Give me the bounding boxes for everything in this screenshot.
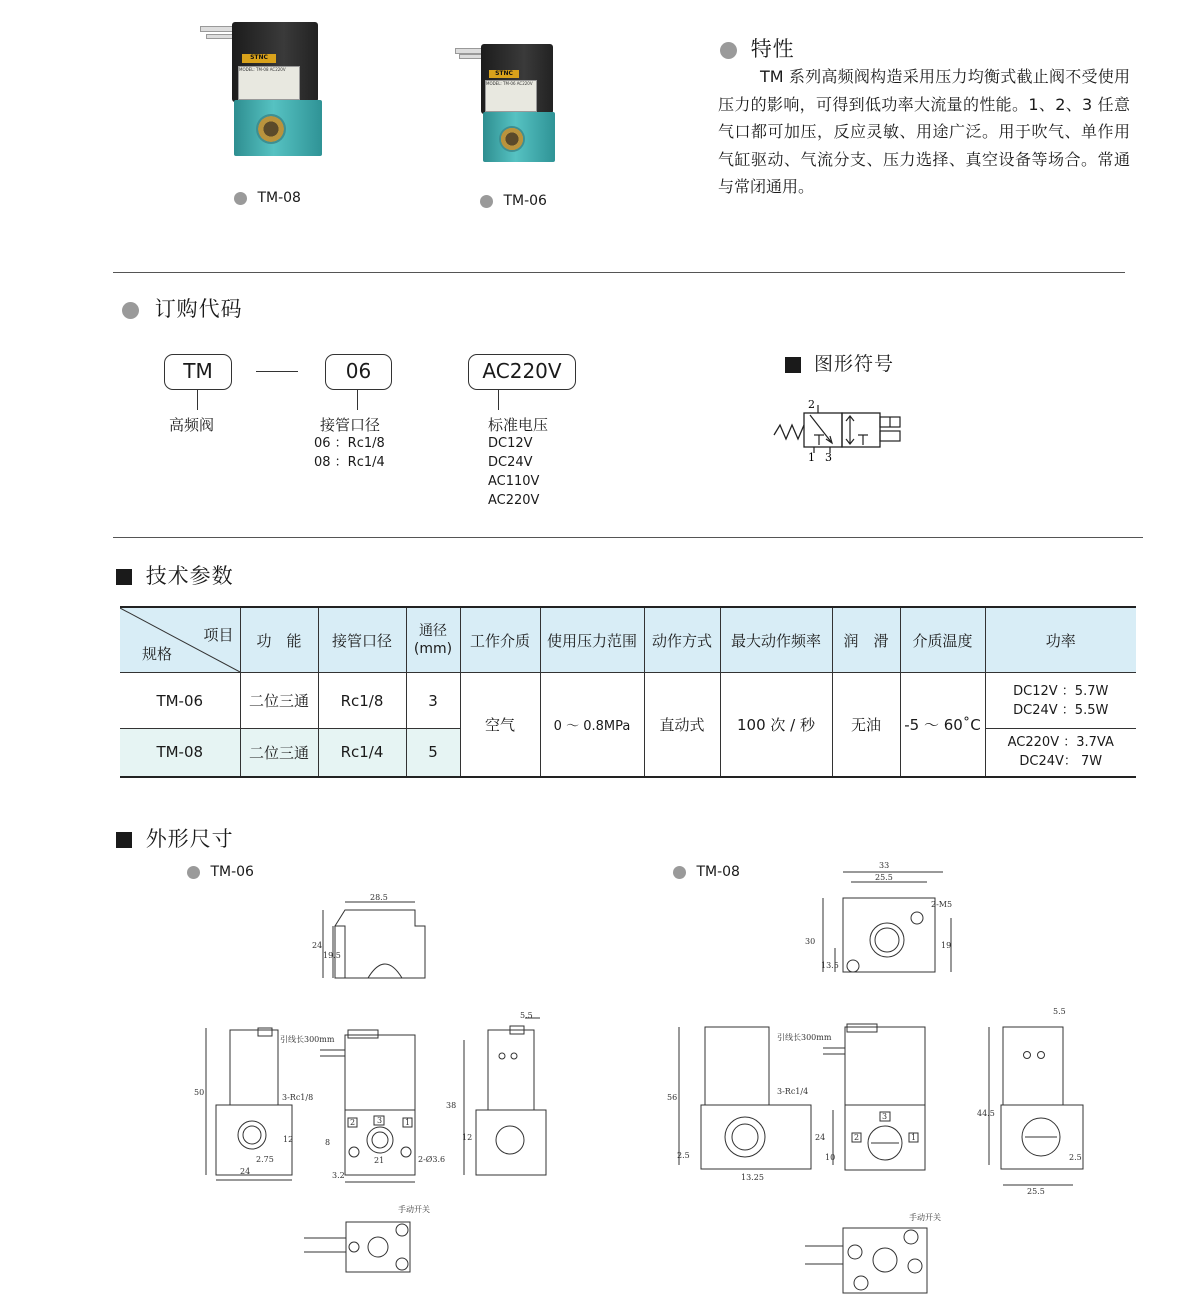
product-caption-tm08: TM-08 bbox=[234, 190, 301, 206]
bullet-square-icon bbox=[116, 569, 132, 585]
dim-tm08-top-h1: 30 bbox=[805, 937, 816, 946]
col-header-frequency: 最大动作频率 bbox=[720, 607, 832, 673]
col-header-action: 动作方式 bbox=[644, 607, 720, 673]
power-line: AC220V ：3.7VA bbox=[1007, 735, 1114, 751]
product-photo-tm08: STNC MODEL: TM-08 AC220V bbox=[200, 18, 325, 158]
code-leader-3 bbox=[498, 390, 499, 410]
dim-tm06-port1: 1 bbox=[405, 1118, 411, 1127]
symbol-port-1: 1 bbox=[808, 451, 815, 464]
dim-tm08-top-w2: 25.5 bbox=[875, 873, 893, 882]
dim-tm06-h50: 50 bbox=[194, 1088, 205, 1097]
row-power-tm08 bbox=[985, 729, 1136, 777]
product-caption-tm06: TM-06 bbox=[480, 193, 547, 209]
dim-tm06-w24: 24 bbox=[240, 1167, 251, 1176]
dim-tm06-port2: 2 bbox=[350, 1118, 356, 1127]
col-header-power: 功率 bbox=[985, 607, 1136, 673]
col-header-temperature: 介质温度 bbox=[900, 607, 985, 673]
code-option-port-1: 08 ：Rc1/4 bbox=[314, 455, 385, 470]
code-box-series: TM bbox=[164, 354, 232, 390]
dim-tm08-screw: 2-M5 bbox=[931, 900, 953, 909]
dim-tm06-h12b: 12 bbox=[462, 1133, 473, 1142]
cell-temperature: -5 ～ 60˚C bbox=[900, 673, 985, 777]
table-corner-cell bbox=[120, 607, 240, 673]
dim-tm08-top-h3: 19 bbox=[941, 941, 952, 950]
col-header-medium: 工作介质 bbox=[460, 607, 540, 673]
dim-tm06-port3: 3 bbox=[377, 1116, 383, 1125]
code-box-voltage: AC220V bbox=[468, 354, 576, 390]
dim-tm06-h12: 12 bbox=[283, 1135, 294, 1144]
dim-tm06-h32: 3.2 bbox=[332, 1171, 345, 1180]
corner-label-item: 项目 bbox=[203, 626, 234, 644]
product-photo-tm06: STNC MODEL: TM-06 AC220V bbox=[455, 40, 555, 165]
symbol-heading: 图形符号 bbox=[785, 349, 894, 376]
dimension-drawing-tm08 bbox=[665, 860, 1085, 1300]
bullet-dot-icon bbox=[234, 192, 247, 205]
code-label-port: 接管口径 bbox=[320, 416, 381, 434]
features-body: TM 系列高频阀构造采用压力均衡式截止阀不受使用压力的影响，可得到低功率大流量的性能。1、2、3 任意气口都可加压，反应灵敏、用途广泛。用于吹气、单作用气缸驱动、气流分支、压力选择、真空设备等场合。常通与常闭通用。 bbox=[718, 67, 1130, 196]
dim-tm06-hole: 2-Ø3.6 bbox=[418, 1155, 446, 1164]
symbol-port-3: 3 bbox=[825, 451, 832, 464]
power-line: DC24V： 7W bbox=[1019, 754, 1103, 770]
dim-tm08-h445: 44.5 bbox=[977, 1109, 995, 1118]
row-function-tm06: 二位三通 bbox=[240, 673, 318, 729]
col-header-lubrication: 润 滑 bbox=[832, 607, 900, 673]
bullet-dot-icon bbox=[187, 866, 200, 879]
dim-tm06-w275: 2.75 bbox=[256, 1155, 274, 1164]
dim-tm08-lead: 引线长300mm bbox=[777, 1033, 832, 1042]
dim-tm06-lead: 引线长300mm bbox=[280, 1035, 335, 1044]
dim-tm08-w1325: 13.25 bbox=[741, 1173, 764, 1182]
dim-tm06-w21: 21 bbox=[374, 1156, 385, 1165]
code-leader-2 bbox=[357, 390, 358, 410]
code-leader-1 bbox=[197, 390, 198, 410]
dim-tm06-top-h2: 19.5 bbox=[323, 951, 341, 960]
dim-tm06-port: 3-Rc1/8 bbox=[282, 1093, 314, 1102]
dim-tm06-h38: 38 bbox=[446, 1101, 457, 1110]
row-function-tm08: 二位三通 bbox=[240, 729, 318, 777]
power-line: DC24V ：5.5W bbox=[1013, 702, 1109, 718]
dim-tm08-manual: 手动开关 bbox=[909, 1213, 941, 1222]
dim-tm08-h25b: 2.5 bbox=[1069, 1153, 1082, 1162]
dim-tm06-top-h1: 24 bbox=[312, 941, 323, 950]
dim-tm08-top-w1: 33 bbox=[879, 861, 890, 870]
cell-lubrication: 无油 bbox=[832, 673, 900, 777]
bullet-square-icon bbox=[116, 832, 132, 848]
valve-symbol-diagram bbox=[770, 395, 910, 465]
cell-medium: 空气 bbox=[460, 673, 540, 777]
cell-pressure: 0 ～ 0.8MPa bbox=[540, 673, 644, 777]
features-heading: 特性 bbox=[720, 33, 795, 63]
dim-tm06-top-w: 28.5 bbox=[370, 893, 388, 902]
dimension-drawing-tm06 bbox=[180, 890, 560, 1290]
dim-tm08-port: 3-Rc1/4 bbox=[777, 1087, 809, 1096]
code-option-voltage-3: AC220V bbox=[488, 493, 540, 508]
row-port-tm08: Rc1/4 bbox=[318, 729, 406, 777]
code-label-series: 高频阀 bbox=[169, 416, 215, 434]
dim-tm08-h24: 24 bbox=[815, 1133, 826, 1142]
code-dash bbox=[256, 371, 298, 372]
code-option-voltage-1: DC24V bbox=[488, 455, 533, 470]
drawing-title-tm08: TM-08 bbox=[673, 864, 740, 880]
power-line: DC12V ：5.7W bbox=[1013, 683, 1109, 699]
bullet-dot-icon bbox=[480, 195, 493, 208]
order-code-heading: 订购代码 bbox=[122, 293, 243, 323]
dim-tm08-h25: 2.5 bbox=[677, 1151, 690, 1160]
cell-action: 直动式 bbox=[644, 673, 720, 777]
dimensions-heading: 外形尺寸 bbox=[116, 823, 234, 853]
dim-tm08-w55: 5.5 bbox=[1053, 1007, 1066, 1016]
corner-label-spec: 规格 bbox=[142, 645, 173, 663]
specs-heading: 技术参数 bbox=[116, 560, 234, 590]
divider-2 bbox=[113, 537, 1143, 538]
bullet-square-icon bbox=[785, 357, 801, 373]
dim-tm08-w255: 25.5 bbox=[1027, 1187, 1045, 1196]
cell-frequency: 100 次 / 秒 bbox=[720, 673, 832, 777]
dim-tm08-port2: 2 bbox=[854, 1133, 860, 1142]
row-bore-tm06: 3 bbox=[406, 673, 460, 729]
row-bore-tm08: 5 bbox=[406, 729, 460, 777]
col-header-port: 接管口径 bbox=[318, 607, 406, 673]
dim-tm08-port3: 3 bbox=[882, 1112, 888, 1121]
bullet-dot-icon bbox=[122, 302, 139, 319]
code-option-voltage-0: DC12V bbox=[488, 436, 533, 451]
dim-tm08-port1: 1 bbox=[911, 1133, 917, 1142]
dim-tm08-h56: 56 bbox=[667, 1093, 678, 1102]
code-option-voltage-2: AC110V bbox=[488, 474, 540, 489]
drawing-title-tm06: TM-06 bbox=[187, 864, 254, 880]
col-header-bore: 通径 (mm) bbox=[406, 607, 460, 673]
col-header-function: 功 能 bbox=[240, 607, 318, 673]
row-port-tm06: Rc1/8 bbox=[318, 673, 406, 729]
divider-1 bbox=[113, 272, 1125, 273]
dim-tm06-h8: 8 bbox=[325, 1138, 331, 1147]
row-model-tm06: TM-06 bbox=[120, 673, 240, 729]
code-label-voltage: 标准电压 bbox=[488, 416, 549, 434]
dim-tm08-h10: 10 bbox=[825, 1153, 836, 1162]
bullet-dot-icon bbox=[720, 42, 737, 59]
symbol-port-2: 2 bbox=[808, 398, 815, 411]
row-power-tm06 bbox=[985, 673, 1136, 729]
dim-tm06-w55: 5.5 bbox=[520, 1011, 533, 1020]
dim-tm06-manual: 手动开关 bbox=[398, 1205, 430, 1214]
dim-tm08-top-h2: 13.5 bbox=[821, 961, 839, 970]
spec-table bbox=[120, 606, 1136, 778]
row-model-tm08: TM-08 bbox=[120, 729, 240, 777]
col-header-pressure: 使用压力范围 bbox=[540, 607, 644, 673]
code-option-port-0: 06 ：Rc1/8 bbox=[314, 436, 385, 451]
code-box-port: 06 bbox=[325, 354, 392, 390]
